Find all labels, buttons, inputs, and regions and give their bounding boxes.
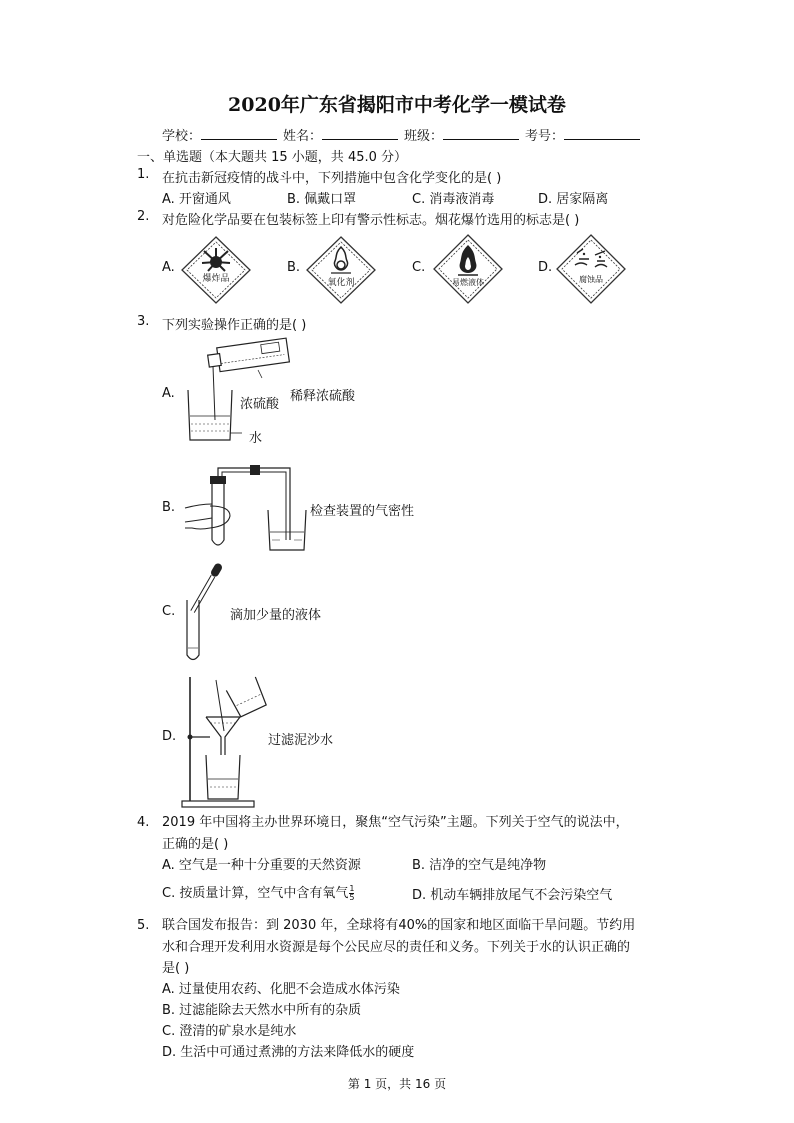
q1-option-b[interactable]: B. 佩戴口罩 <box>287 192 357 207</box>
q3-number: 3. <box>137 314 150 329</box>
explosive-sign-icon[interactable] <box>180 235 252 305</box>
q2-option-b-letter[interactable]: B. <box>287 260 301 275</box>
q2-option-a-letter[interactable]: A. <box>162 260 175 275</box>
q3-caption-d: 过滤泥沙水 <box>268 733 334 748</box>
q3-caption-b: 检查装置的气密性 <box>310 504 415 519</box>
page-footer: 第 1 页，共 16 页 <box>347 1077 447 1091</box>
q3-option-c-letter[interactable]: C. <box>162 604 176 619</box>
q4-option-d[interactable]: D. 机动车辆排放尾气不会污染空气 <box>412 888 613 903</box>
q4-option-a[interactable]: A. 空气是一种十分重要的天然资源 <box>162 858 361 873</box>
q5-option-c[interactable]: C. 澄清的矿泉水是纯水 <box>162 1024 297 1039</box>
q5-stem-line2: 水和合理开发利用水资源是每个公民应尽的责任和义务。下列关于水的认识正确的 <box>162 940 631 955</box>
q5-option-b[interactable]: B. 过滤能除去天然水中所有的杂质 <box>162 1003 362 1018</box>
sign-label: 爆炸品 <box>202 274 230 284</box>
class-label: 班级： <box>404 129 444 144</box>
q1-option-d[interactable]: D. 居家隔离 <box>538 192 609 207</box>
student-info-row <box>162 125 646 144</box>
q5-stem-line3: 是( ) <box>162 961 190 976</box>
corrosive-sign-icon[interactable] <box>555 233 627 305</box>
q5-option-a[interactable]: A. 过量使用农药、化肥不会造成水体污染 <box>162 982 400 997</box>
name-blank[interactable] <box>322 125 398 140</box>
q5-number: 5. <box>137 918 150 933</box>
q4-stem-line1: 2019 年中国将主办世界环境日，聚焦“空气污染”主题。下列关于空气的说法中， <box>162 815 629 830</box>
exam-no-blank[interactable] <box>564 125 640 140</box>
q3-caption-a: 稀释浓硫酸 <box>290 389 356 404</box>
q2-stem: 对危险化学品要在包装标签上印有警示性标志。烟花爆竹选用的标志是( ) <box>162 213 580 228</box>
q4-option-b[interactable]: B. 洁净的空气是纯净物 <box>412 858 547 873</box>
oxidizer-sign-icon[interactable] <box>305 235 377 305</box>
q3-stem: 下列实验操作正确的是( ) <box>162 318 307 333</box>
acid-label: 浓硫酸 <box>240 397 280 412</box>
sign-label: 氧化剂 <box>327 278 355 288</box>
fraction: $\frac{1}{5}$ <box>349 884 355 902</box>
sign-label: 易燃液体 <box>452 278 484 287</box>
section-heading: 一、单选题（本大题共 15 小题，共 45.0 分） <box>137 150 408 165</box>
filtration-diagram <box>180 675 270 810</box>
name-label: 姓名： <box>283 129 323 144</box>
q1-number: 1. <box>137 167 150 182</box>
q4-number: 4. <box>137 815 150 830</box>
q1-stem: 在抗击新冠疫情的战斗中，下列措施中包含化学变化的是( ) <box>162 171 502 186</box>
q2-number: 2. <box>137 209 150 224</box>
q2-option-d-letter[interactable]: D. <box>538 260 553 275</box>
school-label: 学校： <box>162 129 202 144</box>
class-blank[interactable] <box>443 125 519 140</box>
q4-stem-line2: 正确的是( ) <box>162 837 229 852</box>
flammable-liquid-sign-icon[interactable] <box>432 233 504 305</box>
q5-option-d[interactable]: D. 生活中可通过煮沸的方法来降低水的硬度 <box>162 1045 415 1060</box>
q3-caption-c: 滴加少量的液体 <box>230 608 322 623</box>
q2-option-c-letter[interactable]: C. <box>412 260 426 275</box>
q1-option-a[interactable]: A. 开窗通风 <box>162 192 231 207</box>
q5-stem-line1: 联合国发布报告：到 2030 年，全球将有40%的国家和地区面临干旱问题。节约用 <box>162 918 636 933</box>
page-title: 2020年广东省揭阳市中考化学一模试卷 <box>228 94 566 116</box>
water-label: 水 <box>249 431 263 446</box>
airtight-check-diagram <box>180 460 310 555</box>
school-blank[interactable] <box>201 125 277 140</box>
q3-option-d-letter[interactable]: D. <box>162 729 177 744</box>
exam-no-label: 考号： <box>525 129 565 144</box>
q4-option-c[interactable] <box>162 882 354 902</box>
sign-label: 腐蚀品 <box>579 275 603 284</box>
q4-option-c-text: C. 按质量计算，空气中含有氧气 <box>162 886 349 901</box>
q3-option-b-letter[interactable]: B. <box>162 500 176 515</box>
q1-option-c[interactable]: C. 消毒液消毒 <box>412 192 495 207</box>
dropper-diagram <box>180 560 230 665</box>
q3-option-a-letter[interactable]: A. <box>162 386 175 401</box>
